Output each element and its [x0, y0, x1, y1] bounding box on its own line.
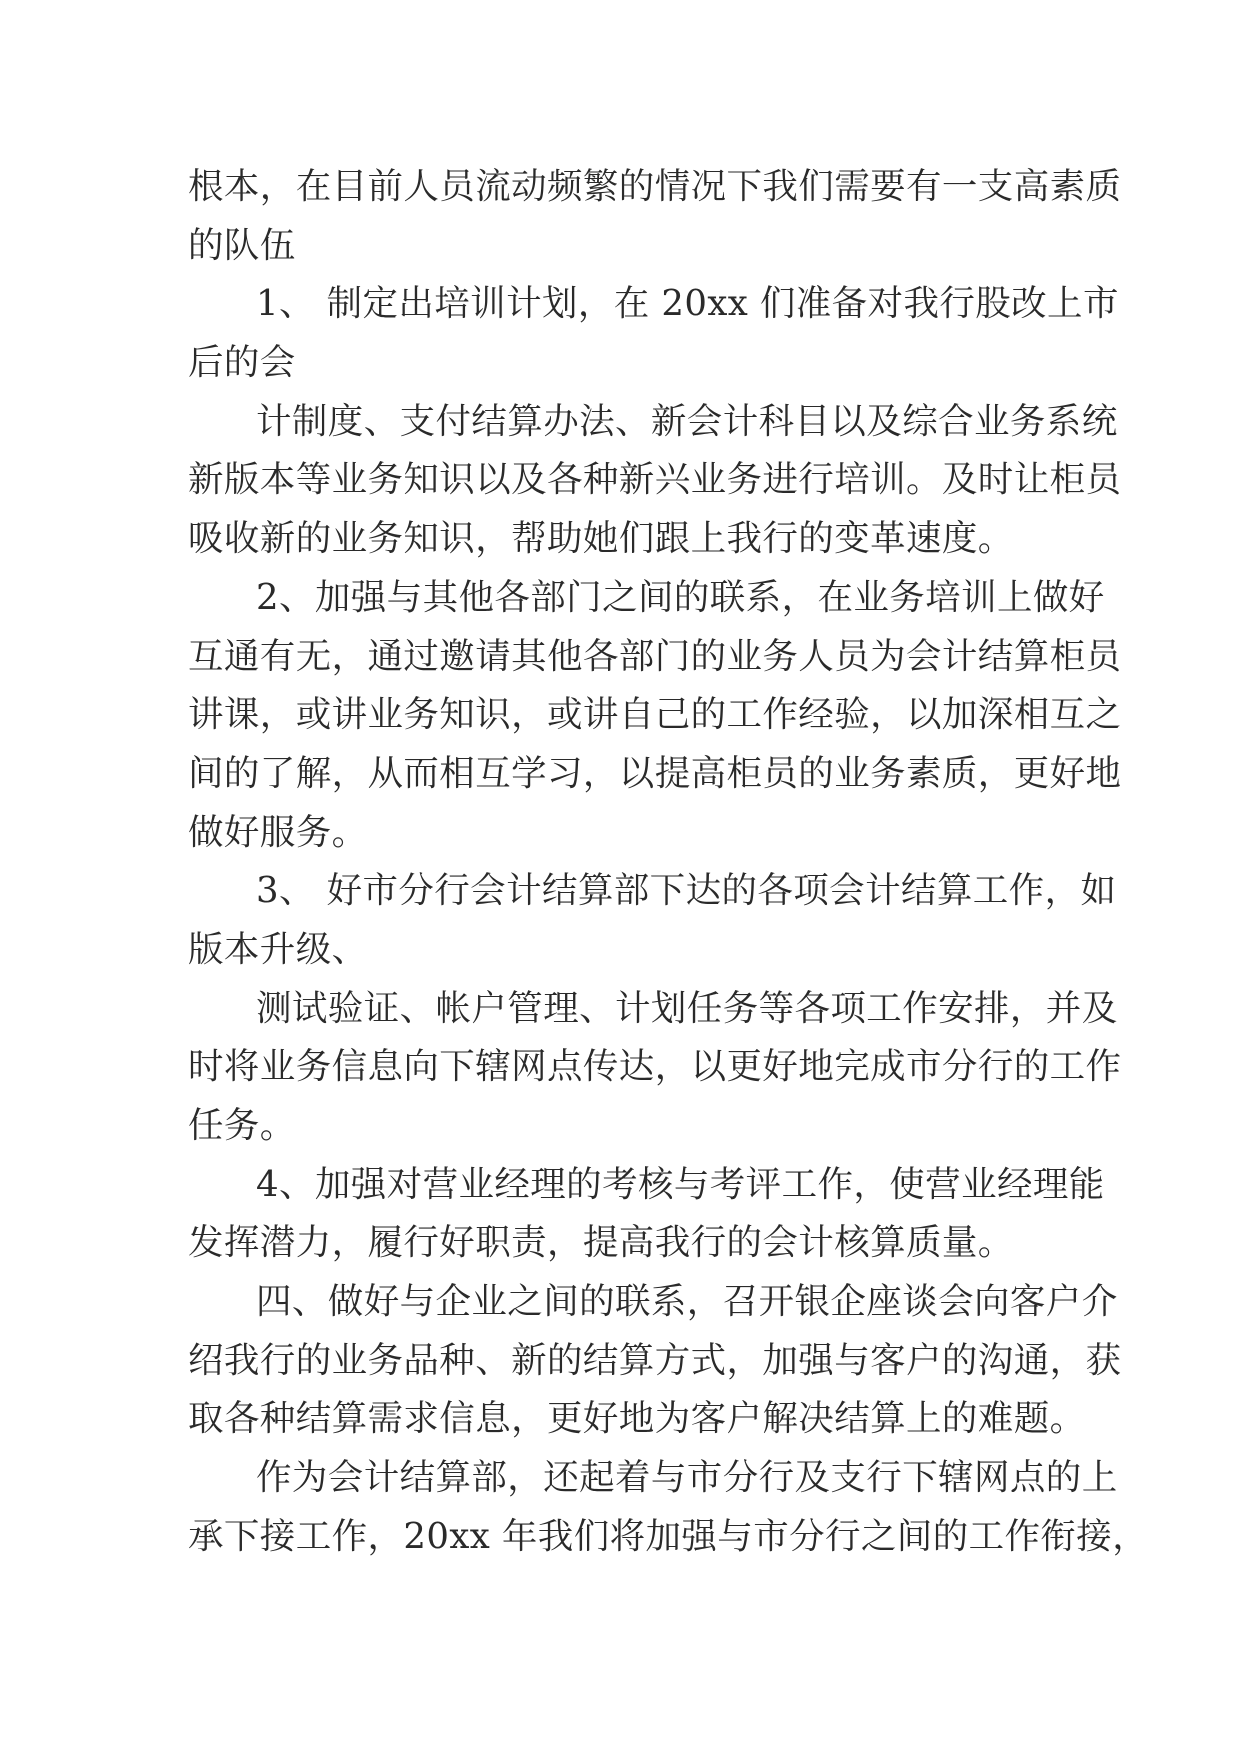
text-line: 间的了解，从而相互学习，以提高柜员的业务素质，更好地	[188, 752, 1122, 794]
text-line: 时将业务信息向下辖网点传达，以更好地完成市分行的工作	[188, 1046, 1122, 1088]
text-line: 作为会计结算部，还起着与市分行及支行下辖网点的上	[256, 1457, 1118, 1499]
text-line: 承下接工作，20xx 年我们将加强与市分行之间的工作衔接，	[188, 1515, 1149, 1557]
text-line: 绍我行的业务品种、新的结算方式，加强与客户的沟通，获	[188, 1339, 1122, 1381]
text-line: 后的会	[188, 342, 296, 384]
text-line: 四、做好与企业之间的联系，召开银企座谈会向客户介	[256, 1281, 1118, 1323]
text-line: 的队伍	[188, 224, 296, 266]
text-line: 新版本等业务知识以及各种新兴业务进行培训。及时让柜员	[188, 459, 1122, 501]
text-line: 2、加强与其他各部门之间的联系，在业务培训上做好	[256, 576, 1105, 618]
text-line: 讲课，或讲业务知识，或讲自己的工作经验，以加深相互之	[188, 694, 1122, 736]
text-line: 版本升级、	[188, 928, 368, 970]
text-line: 任务。	[188, 1105, 296, 1146]
text-line: 计制度、支付结算办法、新会计科目以及综合业务系统	[256, 400, 1118, 442]
text-line: 根本，在目前人员流动频繁的情况下我们需要有一支高素质	[188, 166, 1122, 207]
text-line: 1、 制定出培训计划，在 20xx 们准备对我行股改上市	[256, 283, 1119, 325]
text-line: 4、加强对营业经理的考核与考评工作，使营业经理能	[256, 1163, 1105, 1205]
text-line: 吸收新的业务知识，帮助她们跟上我行的变革速度。	[188, 518, 1014, 560]
text-line: 发挥潜力，履行好职责，提高我行的会计核算质量。	[188, 1222, 1014, 1264]
text-line: 3、 好市分行会计结算部下达的各项会计结算工作，如	[256, 870, 1117, 912]
text-line: 做好服务。	[188, 811, 368, 853]
document-body	[188, 158, 1149, 1567]
text-line: 取各种结算需求信息，更好地为客户解决结算上的难题。	[188, 1398, 1086, 1440]
text-line: 测试验证、帐户管理、计划任务等各项工作安排，并及	[256, 987, 1118, 1029]
text-line: 互通有无，通过邀请其他各部门的业务人员为会计结算柜员	[188, 635, 1122, 677]
